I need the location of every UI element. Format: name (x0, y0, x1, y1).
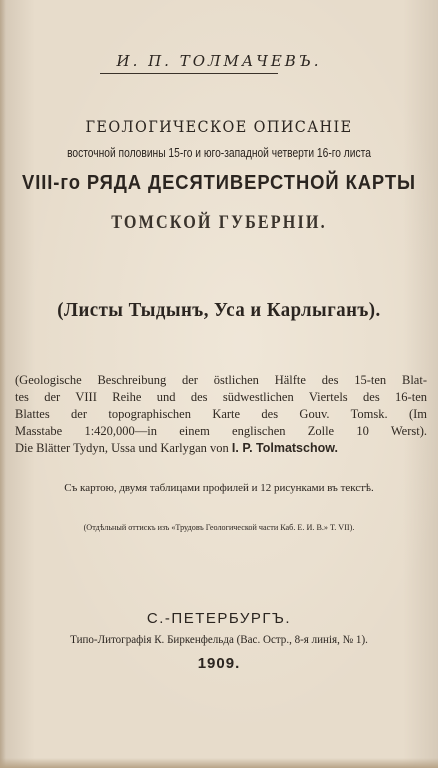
imprint-year: 1909. (197, 655, 241, 672)
german-translation (15, 372, 427, 457)
title-line-3: VIII-го РЯДА ДЕСЯТИВЕРСТНОЙ КАРТЫ (22, 172, 416, 194)
german-line-4: Masstabe 1:420,000—in einem englischen Zolle 10 Werst). (15, 424, 427, 438)
page-left-edge (0, 0, 6, 768)
german-line-2: tes der VIII Reihe und des südwestlichen Viertels des 16-ten (15, 390, 427, 404)
illustrations-note: Съ картою, двумя таблицами профилей и 12 рисунками въ текстѣ. (64, 482, 374, 494)
page-bottom-edge (0, 758, 438, 768)
title-line-4: ТОМСКОЙ ГУБЕРНІИ. (111, 212, 327, 233)
offprint-note: (Отдѣльный оттискъ изъ «Трудовъ Геологической части Каб. Е. И. В.» Т. VII). (83, 522, 355, 532)
subtitle: (Листы Тыдынъ, Уса и Карлыганъ). (57, 299, 381, 321)
german-line-3: Blattes der topographischen Karte des Gouv. Tomsk. (Im (15, 407, 427, 421)
german-line-5-prefix: Die Blätter Tydyn, Ussa und Karlygan von (15, 441, 229, 455)
author-name: И. П. ТОЛМАЧЕВЪ. (116, 52, 322, 70)
title-line-2: восточной половины 15-го и юго-западной четверти 16-го листа (67, 146, 371, 160)
german-line-5 (15, 440, 427, 457)
title-line-1: ГЕОЛОГИЧЕСКОЕ ОПИСАНІЕ (85, 118, 353, 136)
german-author-name: I. P. Tolmatschow. (231, 441, 338, 455)
author-underline (100, 73, 278, 74)
german-line-1: (Geologische Beschreibung der östlichen Hälfte des 15-ten Blat- (15, 373, 427, 387)
imprint-printer: Типо-Литографія К. Биркенфельда (Вас. Остр., 8-я линія, № 1). (70, 634, 368, 646)
imprint-city: С.-ПЕТЕРБУРГЪ. (146, 610, 292, 627)
